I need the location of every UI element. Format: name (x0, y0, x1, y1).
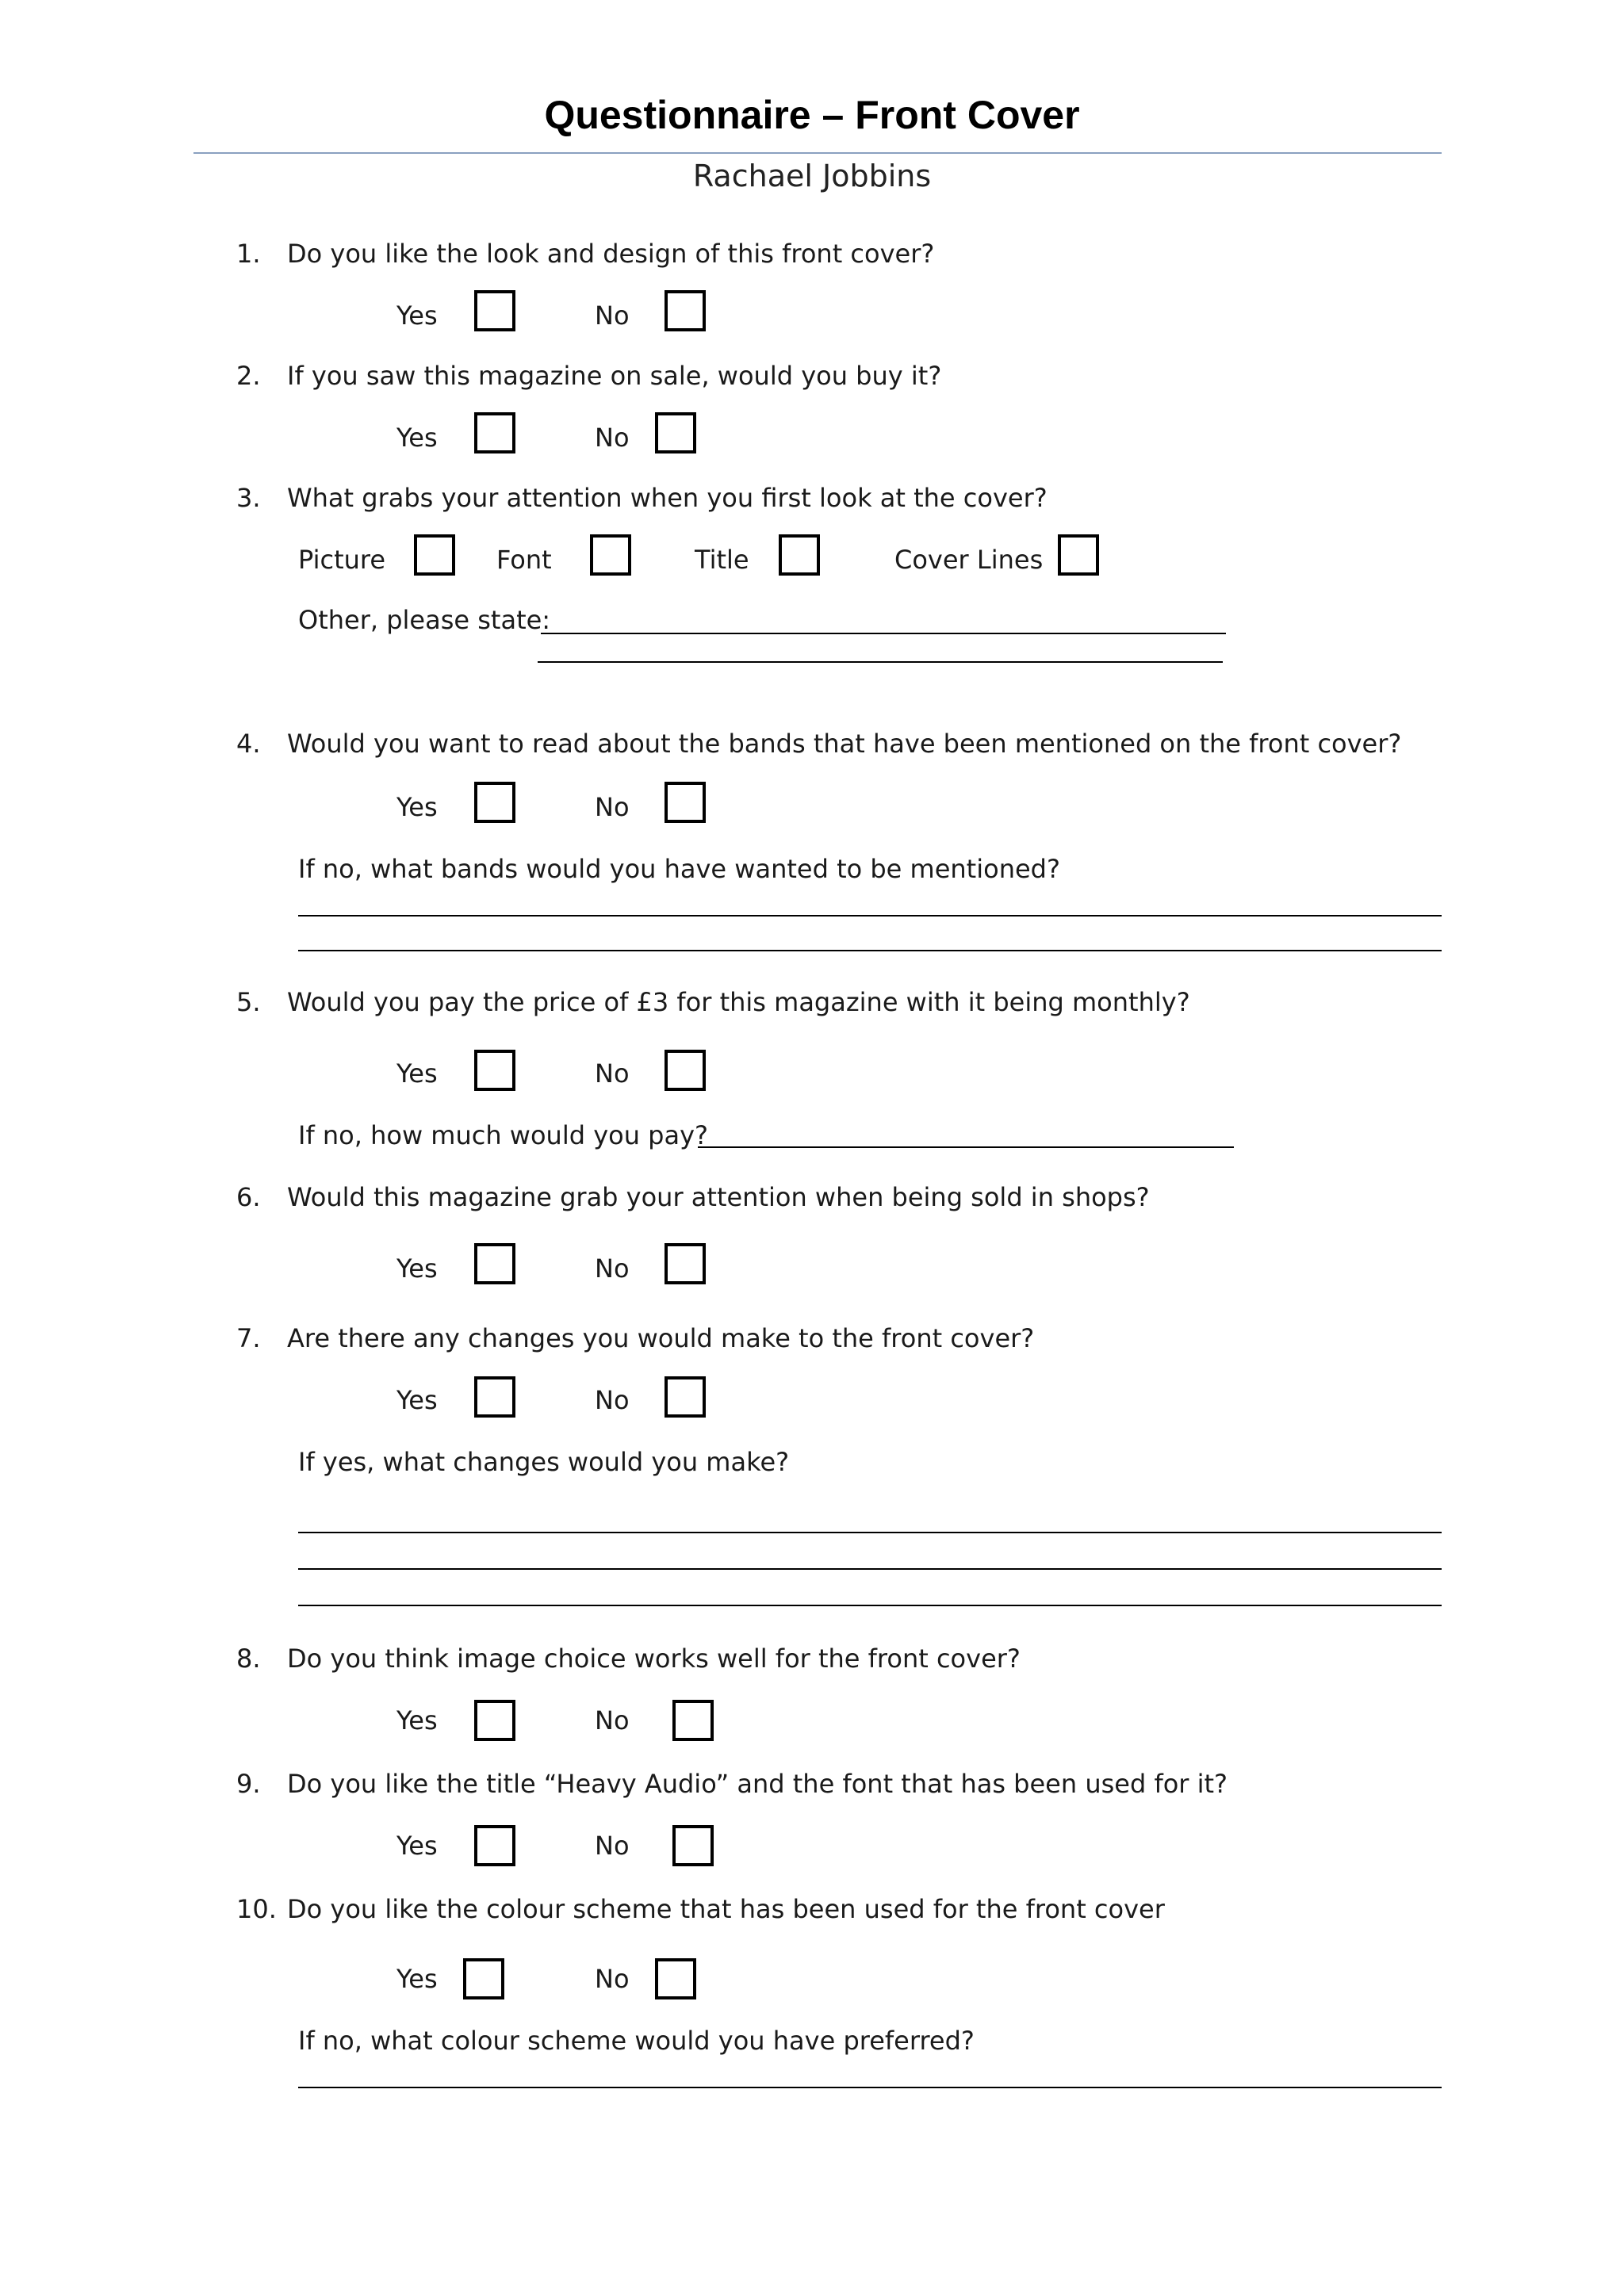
page-title: Questionnaire – Front Cover (544, 93, 1080, 137)
q6-no-checkbox[interactable] (665, 1243, 706, 1284)
no-label: No (595, 1964, 630, 1994)
yes-label: Yes (396, 1705, 438, 1735)
yes-label: Yes (396, 1253, 438, 1284)
question-text: Do you like the look and design of this front cover? (287, 239, 935, 269)
question-text: Do you like the colour scheme that has been used for the front cover (287, 1894, 1165, 1924)
followup-text: If yes, what changes would you make? (298, 1447, 790, 1477)
question-text: If you saw this magazine on sale, would you buy it? (287, 361, 942, 391)
q4-answer-line-2[interactable] (298, 950, 1442, 951)
q9-yes-checkbox[interactable] (474, 1825, 515, 1866)
question-number: 1. (236, 239, 261, 269)
q5-answer-line[interactable] (698, 1146, 1234, 1148)
q10-answer-line[interactable] (298, 2087, 1442, 2088)
yes-label: Yes (396, 792, 438, 822)
no-label: No (595, 423, 630, 453)
q3-other-line-1[interactable] (541, 633, 1226, 634)
q3-picture-checkbox[interactable] (414, 534, 455, 576)
q2-no-checkbox[interactable] (655, 412, 696, 453)
question-number: 7. (236, 1323, 261, 1353)
q2-yes-checkbox[interactable] (474, 412, 515, 453)
choice-label: Font (496, 545, 552, 575)
question-number: 3. (236, 483, 261, 513)
q9-no-checkbox[interactable] (672, 1825, 714, 1866)
q7-no-checkbox[interactable] (665, 1376, 706, 1418)
followup-text: If no, how much would you pay? (298, 1120, 708, 1150)
question-number: 8. (236, 1644, 261, 1674)
no-label: No (595, 1831, 630, 1861)
yes-label: Yes (396, 1831, 438, 1861)
yes-label: Yes (396, 300, 438, 331)
question-text: Are there any changes you would make to the front cover? (287, 1323, 1035, 1353)
question-number: 4. (236, 729, 261, 759)
yes-label: Yes (396, 423, 438, 453)
question-number: 2. (236, 361, 261, 391)
q8-yes-checkbox[interactable] (474, 1700, 515, 1741)
followup-text: If no, what colour scheme would you have preferred? (298, 2026, 975, 2056)
author-name: Rachael Jobbins (692, 159, 932, 193)
no-label: No (595, 1058, 630, 1089)
q7-answer-line-3[interactable] (298, 1605, 1442, 1606)
question-text: Would this magazine grab your attention when being sold in shops? (287, 1182, 1150, 1212)
question-text: What grabs your attention when you first look at the cover? (287, 483, 1048, 513)
q3-cover-lines-checkbox[interactable] (1058, 534, 1099, 576)
question-text: Do you like the title “Heavy Audio” and the font that has been used for it? (287, 1769, 1228, 1799)
q1-yes-checkbox[interactable] (474, 290, 515, 331)
choice-label: Title (695, 545, 749, 575)
choice-label: Cover Lines (894, 545, 1044, 575)
q4-no-checkbox[interactable] (665, 782, 706, 823)
question-number: 6. (236, 1182, 261, 1212)
question-text: Would you want to read about the bands that have been mentioned on the front cover? (287, 729, 1402, 759)
title-divider (193, 152, 1442, 154)
q3-title-checkbox[interactable] (779, 534, 820, 576)
yes-label: Yes (396, 1385, 438, 1415)
no-label: No (595, 1705, 630, 1735)
choice-label: Picture (298, 545, 386, 575)
q1-no-checkbox[interactable] (665, 290, 706, 331)
no-label: No (595, 300, 630, 331)
other-label: Other, please state: (298, 605, 551, 635)
question-number: 9. (236, 1769, 261, 1799)
q3-other-line-2[interactable] (538, 661, 1223, 663)
q5-yes-checkbox[interactable] (474, 1050, 515, 1091)
question-text: Do you think image choice works well for the front cover? (287, 1644, 1021, 1674)
yes-label: Yes (396, 1964, 438, 1994)
no-label: No (595, 1385, 630, 1415)
q8-no-checkbox[interactable] (672, 1700, 714, 1741)
q7-answer-line-1[interactable] (298, 1532, 1442, 1533)
no-label: No (595, 792, 630, 822)
q7-yes-checkbox[interactable] (474, 1376, 515, 1418)
question-number: 5. (236, 987, 261, 1017)
q5-no-checkbox[interactable] (665, 1050, 706, 1091)
followup-text: If no, what bands would you have wanted to be mentioned? (298, 854, 1060, 884)
q3-font-checkbox[interactable] (590, 534, 631, 576)
q6-yes-checkbox[interactable] (474, 1243, 515, 1284)
question-text: Would you pay the price of £3 for this magazine with it being monthly? (287, 987, 1190, 1017)
q4-yes-checkbox[interactable] (474, 782, 515, 823)
yes-label: Yes (396, 1058, 438, 1089)
no-label: No (595, 1253, 630, 1284)
question-number: 10. (236, 1894, 277, 1924)
q10-no-checkbox[interactable] (655, 1958, 696, 1999)
q7-answer-line-2[interactable] (298, 1568, 1442, 1570)
q10-yes-checkbox[interactable] (463, 1958, 504, 1999)
q4-answer-line-1[interactable] (298, 915, 1442, 916)
